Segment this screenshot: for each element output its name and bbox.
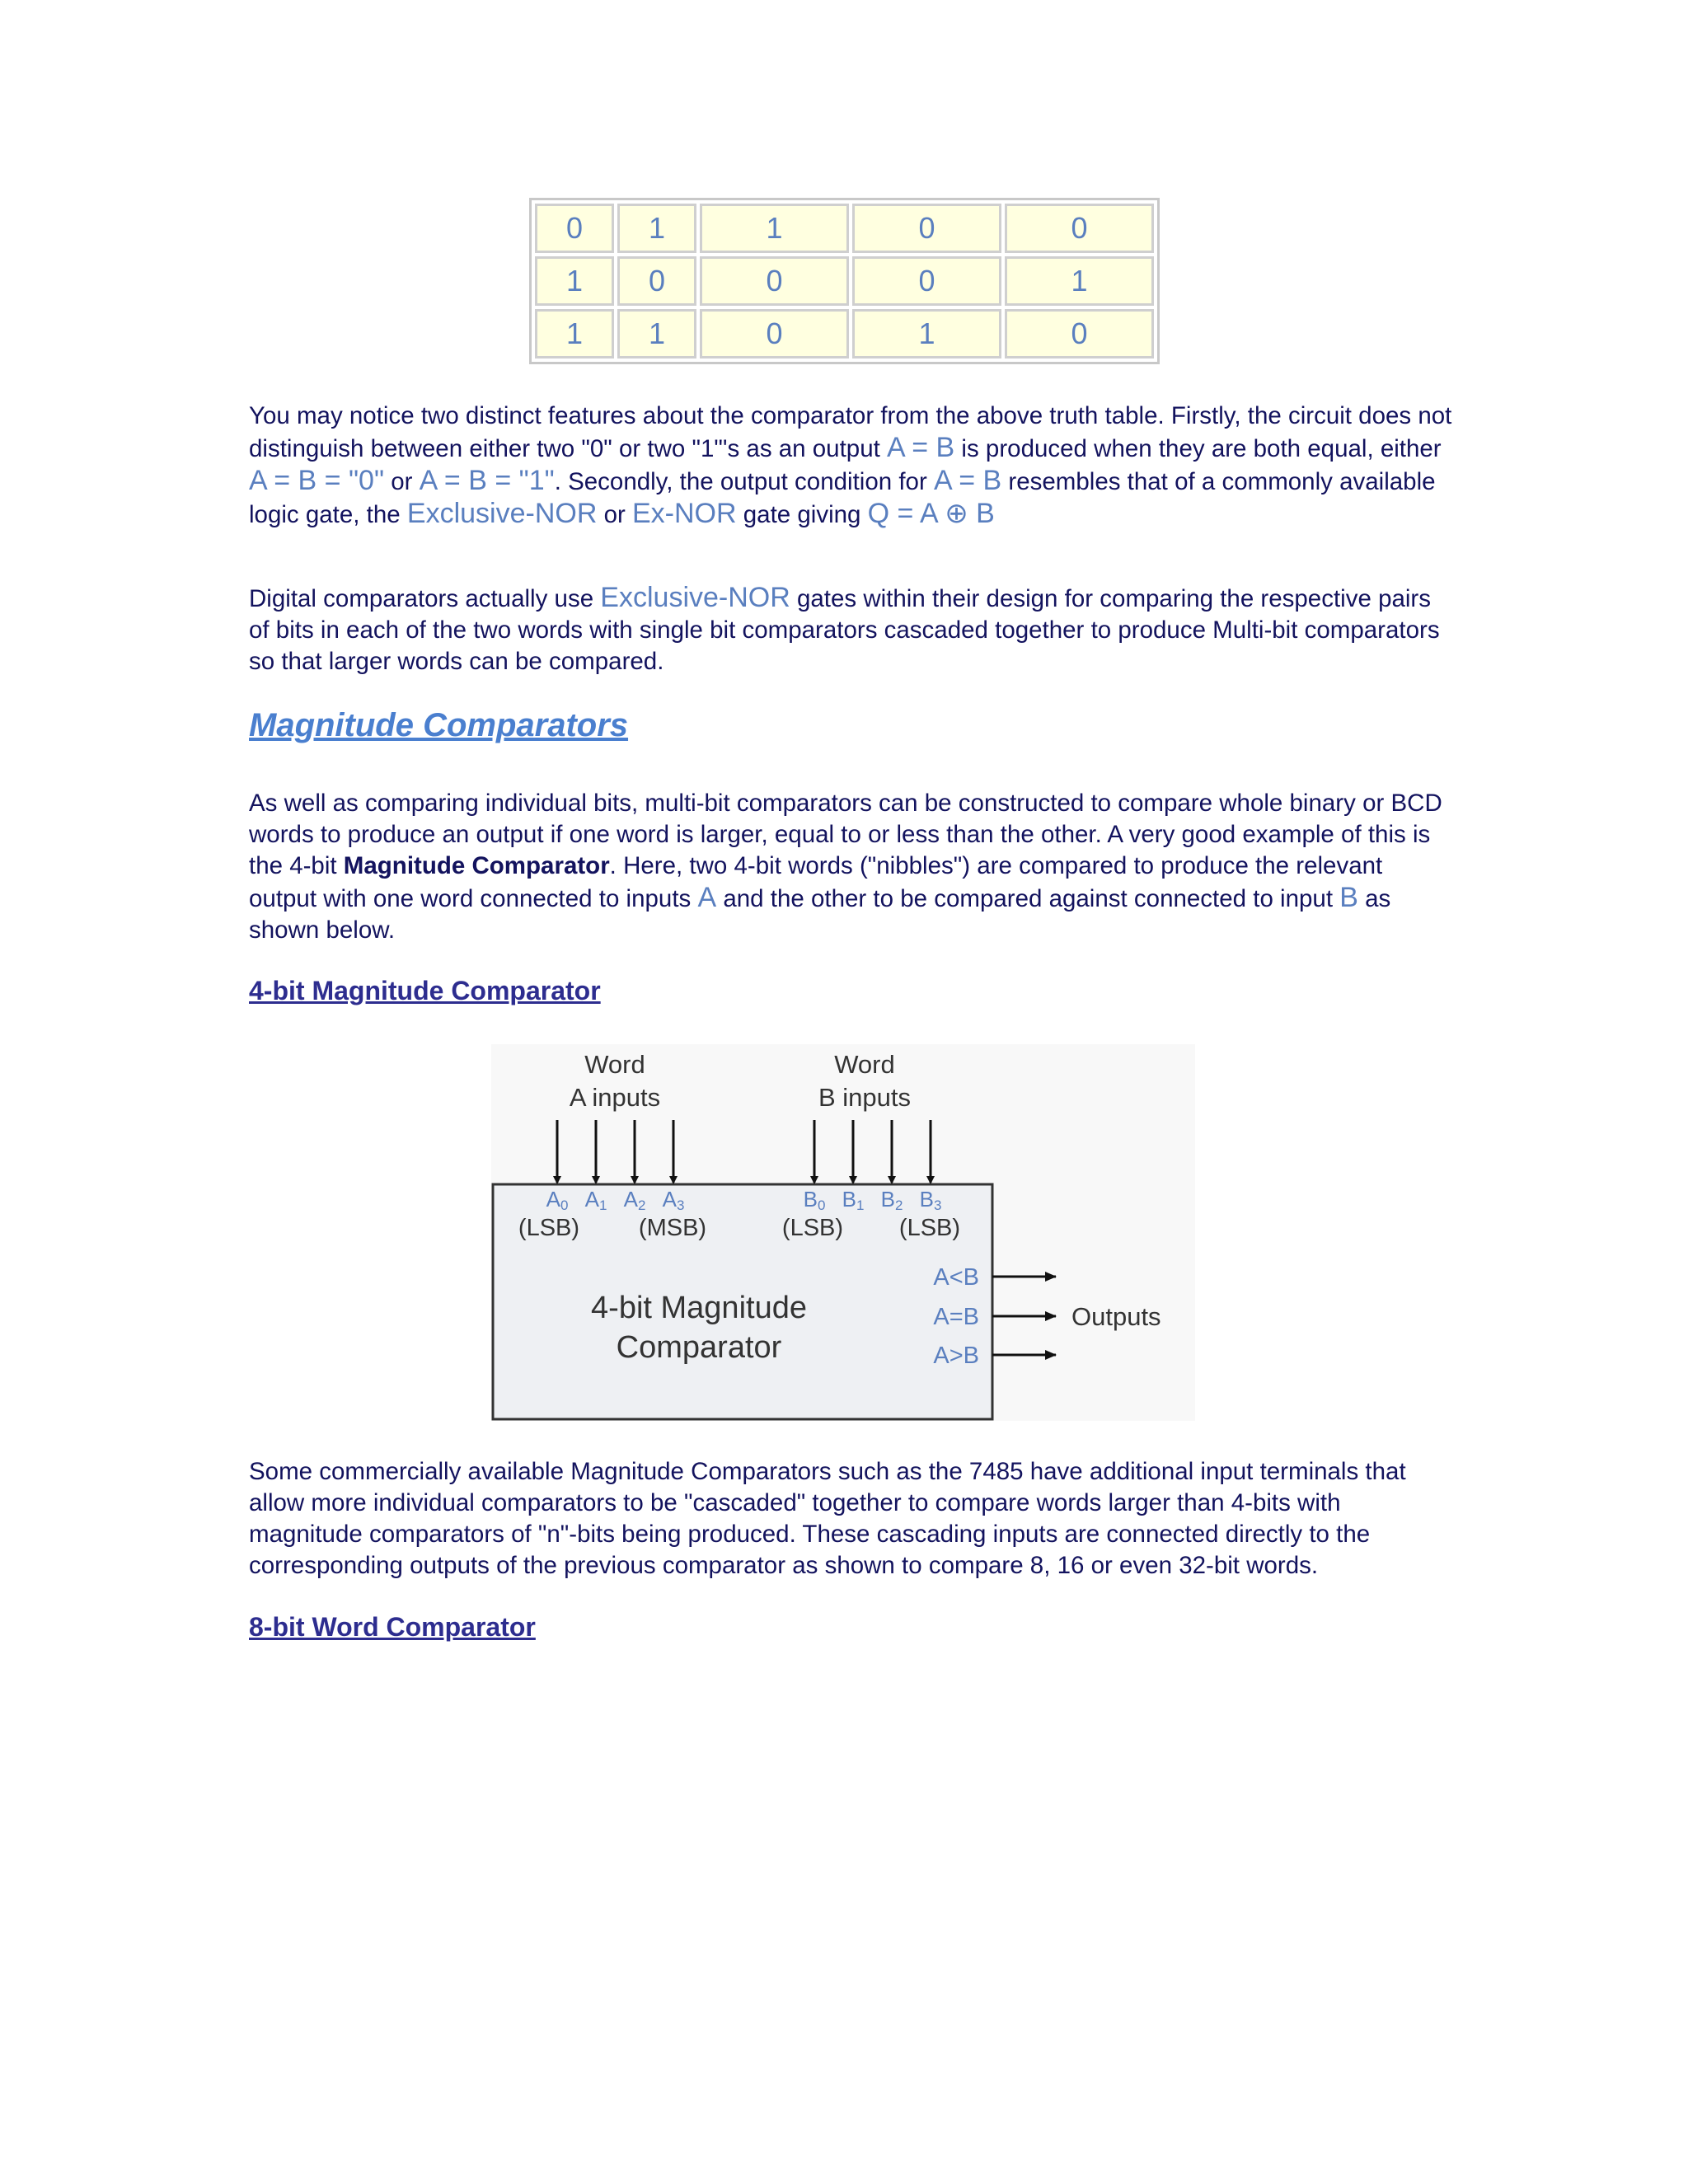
word-b-label: Word — [834, 1050, 895, 1079]
a-lsb-label: (LSB) — [518, 1215, 580, 1241]
block-title-line1: 4-bit Magnitude — [591, 1291, 807, 1325]
table-row — [535, 309, 1154, 359]
table-cell: 1 — [1005, 256, 1154, 306]
table-cell: 0 — [1005, 204, 1154, 253]
pin-a0: A0 — [546, 1187, 569, 1213]
text: resembles that of a commonly available logic gate, the — [249, 468, 1436, 528]
expression: A = B — [933, 465, 1002, 496]
term-ex-nor: Ex-NOR — [632, 498, 737, 529]
text: . Here, two 4-bit words ("nibbles") are compared to produce the relevant output with one word connected to inputs — [249, 852, 1383, 912]
text: is produced when they are both equal, either — [954, 435, 1442, 462]
input-b-label: B — [1339, 882, 1358, 913]
pin-b1: B1 — [842, 1187, 865, 1213]
word-a-label: Word — [584, 1050, 645, 1079]
word-b-inputs-label: B inputs — [818, 1083, 912, 1112]
text: . Secondly, the output condition for — [554, 468, 934, 495]
table-row — [535, 204, 1154, 253]
outputs-label: Outputs — [1071, 1302, 1161, 1331]
paragraph-truth-table-notes — [249, 401, 1452, 531]
table-cell: 0 — [852, 204, 1001, 253]
table-cell: 0 — [700, 256, 849, 306]
expression: A = B = "1" — [419, 465, 555, 496]
pin-b3: B3 — [919, 1187, 942, 1213]
text: or — [597, 501, 632, 528]
term-exclusive-nor: Exclusive-NOR — [600, 582, 790, 613]
text: gate giving — [736, 501, 868, 528]
comparator-diagram — [491, 1044, 1195, 1421]
table-cell: 0 — [1005, 309, 1154, 359]
paragraph-digital-comparators — [249, 582, 1452, 677]
b-lsb2-label: (LSB) — [898, 1215, 961, 1241]
heading-4bit-magnitude-comparator[interactable]: 4-bit Magnitude Comparator — [249, 976, 601, 1005]
expression: A = B = "0" — [249, 465, 385, 496]
text: as shown below. — [249, 885, 1391, 944]
text: You may notice two distinct features about the comparator from the above truth table. Firstly, the circuit does not distinguish between either two "0" or two "1"'s as an output — [249, 402, 1452, 462]
comparator-diagram-svg — [491, 1044, 1195, 1421]
text: As well as comparing individual bits, multi-bit comparators can be constructed to compare whole binary or BCD words to produce an output if one word is larger, equal to or less than the other. A very good example of this is the 4-bit — [249, 790, 1442, 879]
table-cell: 1 — [852, 309, 1001, 359]
truth-table — [529, 198, 1160, 364]
text: gates within their design for comparing the respective pairs of bits in each of the two words with single bit comparators cascaded together to produce Multi-bit comparators so that larger words can be compared. — [249, 585, 1440, 675]
term-magnitude-comparator: Magnitude Comparator — [343, 852, 610, 879]
b-lsb-label: (LSB) — [781, 1215, 844, 1241]
block-title-line2: Comparator — [616, 1330, 782, 1365]
expression: Q = A ⊕ B — [867, 498, 995, 529]
output-a-lt-b: A<B — [933, 1264, 979, 1291]
heading-8bit-word-comparator[interactable]: 8-bit Word Comparator — [249, 1612, 536, 1642]
output-a-eq-b: A=B — [933, 1304, 979, 1330]
table-cell: 0 — [617, 256, 696, 306]
table-cell: 0 — [700, 309, 849, 359]
heading-magnitude-comparators[interactable]: Magnitude Comparators — [249, 707, 629, 743]
pin-b0: B0 — [803, 1187, 826, 1213]
table-cell: 0 — [852, 256, 1001, 306]
word-a-inputs-label: A inputs — [569, 1083, 661, 1112]
text: or — [384, 468, 420, 495]
table-row — [535, 256, 1154, 306]
pin-a3: A3 — [662, 1187, 685, 1213]
pin-a1: A1 — [584, 1187, 607, 1213]
paragraph-multi-bit — [249, 788, 1452, 946]
a-msb-label: (MSB) — [638, 1215, 707, 1241]
output-a-gt-b: A>B — [933, 1343, 979, 1369]
expression: A = B — [887, 432, 955, 463]
table-cell: 1 — [535, 309, 614, 359]
input-a-label: A — [697, 882, 717, 913]
table-cell: 1 — [617, 204, 696, 253]
table-cell: 0 — [535, 204, 614, 253]
term-exclusive-nor: Exclusive-NOR — [406, 498, 598, 529]
text: and the other to be compared against connected to input — [716, 885, 1340, 912]
pin-a2: A2 — [623, 1187, 646, 1213]
table-cell: 1 — [617, 309, 696, 359]
pin-b2: B2 — [880, 1187, 903, 1213]
paragraph-cascading: Some commercially available Magnitude Comparators such as the 7485 have additional input terminals that allow more individual comparators to be "cascaded" together to compare words larger than 4-bits with magnitude comparators of "n"-bits being produced. These cascading inputs are connected directly to the corresponding outputs of the previous comparator as shown to compare 8, 16 or even 32-bit words. — [249, 1458, 1406, 1579]
table-cell: 1 — [535, 256, 614, 306]
text: Digital comparators actually use — [249, 585, 601, 612]
table-cell: 1 — [700, 204, 849, 253]
